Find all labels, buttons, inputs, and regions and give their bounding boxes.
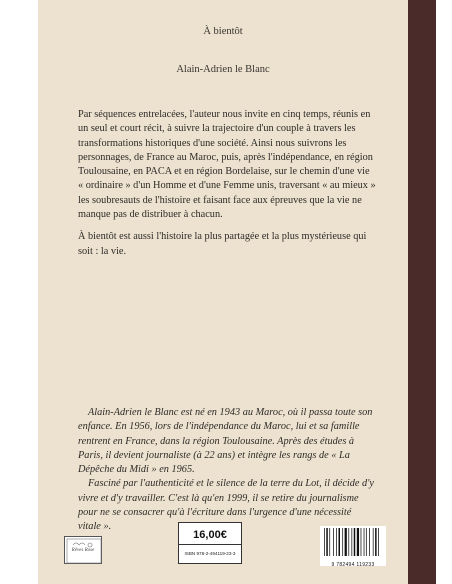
barcode-bars	[323, 528, 383, 556]
barcode-number: 9 782494 119233	[331, 562, 375, 568]
blurb-paragraph: Par séquences entrelacées, l'auteur nous invite en cinq temps, réunis en un seul et court récit, à suivre la trajectoire d'un couple à travers les transformations historiques d'une société. Ainsi nous suivrons les personnages, de France au Maroc, puis, après l'indépendance, en région Toulousaine, en PACA et en région Bordelaise, sur le chemin d'une vie « ordinaire » d'un Homme et d'une Femme unis, traversant « au mieux » les soubresauts de l'histoire et faisant face aux épreuves que la vie ne manque pas de distribuer à chacun.	[78, 109, 376, 221]
bio-paragraph: Fasciné par l'authenticité et le silence de la terre du Lot, il décide d'y vivre et d'y travailler. C'est là qu'en 1999, il se retire du journalisme pour ne se consacrer qu'à l'écriture dans l'urgence d'une nécessité vitale ».	[78, 478, 374, 533]
bio-paragraph: Alain-Adrien le Blanc est né en 1943 au Maroc, où il passa toute son enfance. En 1956, lors de l'indépendance du Maroc, lui et sa famille rentrent en France, dans la région Toulousaine. Après des études à Paris, il devient journaliste (à 22 ans) et intègre les rangs de « La Dépêche du Midi » en 1965.	[78, 407, 373, 476]
blurb-paragraph: À bientôt est aussi l'histoire la plus partagée et la plus mystérieuse qui soit : la vie.	[78, 231, 367, 257]
price-box	[178, 522, 242, 564]
isbn-label: ISBN 978-2-494119-23-3	[184, 551, 236, 556]
publisher-logo	[64, 536, 102, 564]
barcode	[320, 526, 386, 566]
book-title: À bientôt	[203, 26, 243, 37]
blurb-text	[78, 108, 376, 267]
price-label: 16,00€	[179, 523, 241, 545]
book-spine	[408, 0, 436, 584]
publisher-name: Rêves Rose	[71, 547, 95, 553]
book-author: Alain-Adrien le Blanc	[176, 64, 270, 75]
author-bio	[78, 406, 376, 535]
